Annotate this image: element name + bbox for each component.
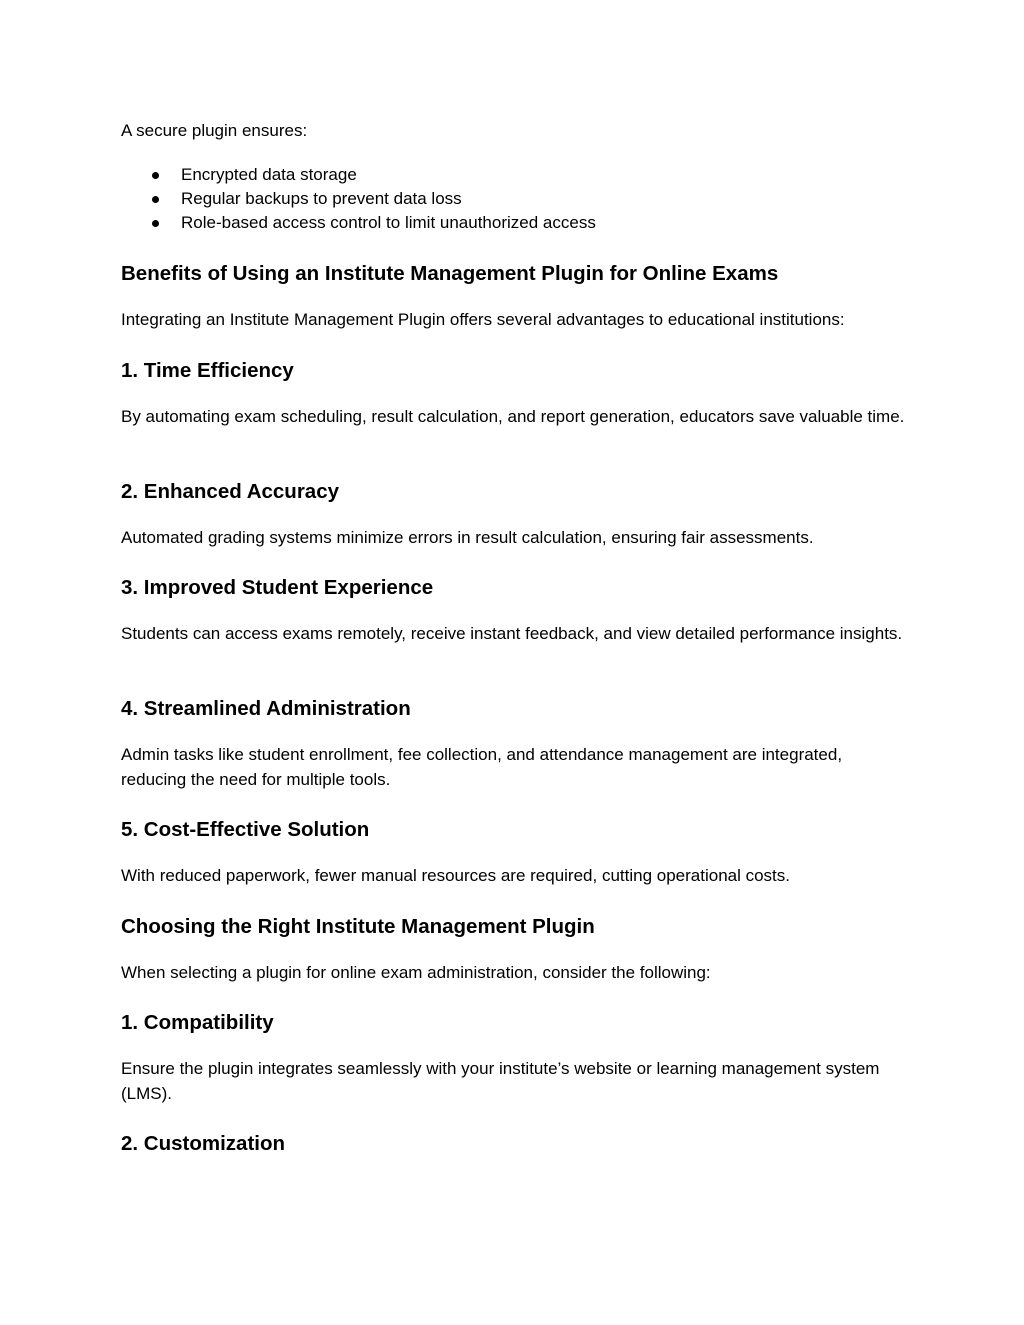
paragraph-enhanced-accuracy: Automated grading systems minimize errors in result calculation, ensuring fair assessments. bbox=[121, 528, 814, 547]
subheading-student-experience: 3. Improved Student Experience bbox=[121, 576, 434, 599]
bullet-dot-icon bbox=[152, 172, 159, 179]
subheading-streamlined-administration: 4. Streamlined Administration bbox=[121, 697, 411, 720]
intro-paragraph: A secure plugin ensures: bbox=[121, 121, 308, 140]
bullet-dot-icon bbox=[152, 196, 159, 203]
section-heading-choosing: Choosing the Right Institute Management Plugin bbox=[121, 915, 595, 938]
list-item-text: Regular backups to prevent data loss bbox=[181, 189, 462, 209]
paragraph-time-efficiency: By automating exam scheduling, result calculation, and report generation, educators save valuable time. bbox=[121, 407, 905, 426]
subheading-customization: 2. Customization bbox=[121, 1132, 286, 1155]
list-item-text: Role-based access control to limit unauthorized access bbox=[181, 213, 596, 233]
list-item bbox=[121, 163, 596, 187]
paragraph-compatibility: Ensure the plugin integrates seamlessly with your institute’s website or learning management system (LMS). bbox=[121, 1059, 880, 1103]
subheading-cost-effective: 5. Cost-Effective Solution bbox=[121, 818, 370, 841]
benefits-intro: Integrating an Institute Management Plugin offers several advantages to educational institutions: bbox=[121, 310, 845, 329]
list-item-text: Encrypted data storage bbox=[181, 165, 357, 184]
list-item bbox=[121, 187, 596, 211]
choosing-intro: When selecting a plugin for online exam administration, consider the following: bbox=[121, 963, 711, 982]
bullet-dot-icon bbox=[152, 220, 159, 227]
paragraph-streamlined-administration: Admin tasks like student enrollment, fee collection, and attendance management are integrated, reducing the need for multiple tools. bbox=[121, 745, 843, 789]
section-heading-benefits: Benefits of Using an Institute Management Plugin for Online Exams bbox=[121, 262, 779, 285]
list-item bbox=[121, 211, 596, 235]
paragraph-student-experience: Students can access exams remotely, receive instant feedback, and view detailed performance insights. bbox=[121, 624, 903, 643]
bullet-list bbox=[121, 163, 596, 236]
paragraph-cost-effective: With reduced paperwork, fewer manual resources are required, cutting operational costs. bbox=[121, 866, 791, 885]
subheading-time-efficiency: 1. Time Efficiency bbox=[121, 359, 294, 382]
subheading-compatibility: 1. Compatibility bbox=[121, 1011, 274, 1034]
subheading-enhanced-accuracy: 2. Enhanced Accuracy bbox=[121, 480, 340, 503]
